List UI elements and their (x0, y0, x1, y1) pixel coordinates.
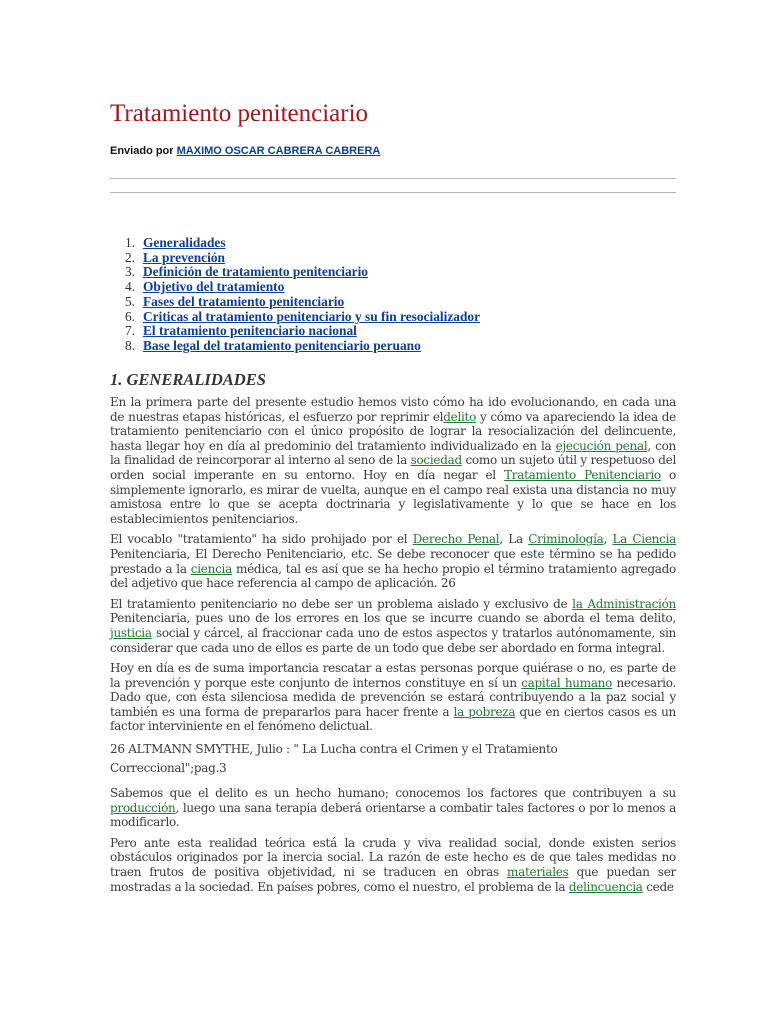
text: Penitenciaria, El Derecho Penitenciario, etc. Se debe reconocer que este término se ha pedido prestado a la (110, 546, 676, 576)
byline (110, 145, 380, 157)
link-delito[interactable]: delito (443, 409, 477, 424)
text: cede (642, 879, 674, 894)
link-tratamiento-penitenciario[interactable]: Tratamiento Penitenciario (504, 467, 661, 482)
toc-item-criticas (110, 310, 676, 325)
toc-item-definicion (110, 265, 676, 280)
link-la-ciencia[interactable]: La Ciencia (612, 532, 677, 547)
text: Pero ante esta realidad teórica está la cruda y viva realidad social, donde existen serios obstáculos originados por la inercia social. La razón de este hecho es de que tales medidas no traen frutos de positiva objetividad, ni se traducen en obras (110, 835, 676, 880)
toc-link-definicion[interactable]: Definición de tratamiento penitenciario (143, 264, 368, 280)
toc-number: 1. (124, 235, 135, 250)
text: , (603, 532, 613, 547)
toc-link-criticas[interactable]: Criticas al tratamiento penitenciario y su fin resocializador (143, 308, 481, 324)
page-title: Tratamiento penitenciario (110, 100, 369, 127)
paragraph (110, 532, 676, 590)
article-body (110, 395, 676, 900)
paragraph (110, 836, 676, 894)
toc-link-objetivo[interactable]: Objetivo del tratamiento (143, 279, 285, 295)
link-la-pobreza[interactable]: la pobreza (453, 704, 516, 719)
text: Hoy en día es de suma importancia rescatar a estas personas porque quiérase o no, es parte de la prevención y porque este conjunto de internos constituye en sí un (110, 661, 676, 690)
toc-number: 7. (124, 323, 135, 339)
text: que en ciertos casos es un factor interviniente en el fenómeno delictual. (110, 704, 677, 734)
toc-number: 5. (124, 293, 135, 309)
toc-link-nacional[interactable]: El tratamiento penitenciario nacional (143, 323, 357, 339)
text: , con la finalidad de reincorporar al interno al seno de la (110, 438, 676, 468)
toc-item-prevencion (110, 251, 676, 266)
toc-link-generalidades[interactable]: Generalidades (143, 235, 226, 250)
toc-item-nacional (110, 324, 676, 339)
footnote-line: 26 ALTMANN SMYTHE, Julio : " La Lucha contra el Crimen y el Tratamiento (110, 742, 558, 757)
text: que puedan ser mostradas a la sociedad. En países pobres, como el nuestro, el problema de la (110, 865, 677, 894)
text: o simplemente ignorarlo, es mirar de vuelta, aunque en el campo real exista una distancia no muy amistosa entre lo que se acepta doctrinaria y legislativamente y lo que se hace en los establecimientos penitenciarios. (110, 467, 677, 526)
toc-item-objetivo (110, 280, 676, 295)
toc-number: 3. (124, 264, 135, 280)
link-sociedad[interactable]: sociedad (410, 453, 462, 468)
link-criminologia[interactable]: Criminología (528, 532, 604, 547)
text: social y cárcel, al fraccionar cada uno de estos aspectos y tratarlos autónomamente, sin considerar que cada uno de ellos es parte de un todo que debe ser abordado en forma integral. (110, 625, 676, 655)
footnote-line: Correccional";pag.3 (110, 761, 227, 776)
link-ejecucion-penal[interactable]: ejecución penal (555, 438, 648, 453)
toc-item-base-legal (110, 339, 676, 354)
author-link[interactable]: MAXIMO OSCAR CABRERA CABRERA (176, 145, 381, 157)
link-capital-humano[interactable]: capital humano (521, 675, 613, 690)
link-la-administracion[interactable]: la Administración (572, 596, 676, 611)
toc-link-fases[interactable]: Fases del tratamiento penitenciario (143, 293, 345, 309)
text: El vocablo "tratamiento" ha sido prohijado por el (110, 532, 413, 547)
text: Penitenciaria, pues uno de los errores en los que se incurre cuando se aborda el tema delito, (110, 611, 676, 626)
link-delincuencia[interactable]: delincuencia (568, 879, 643, 894)
section-heading: 1. GENERALIDADES (110, 370, 266, 389)
toc-number: 2. (124, 249, 135, 265)
table-of-contents (110, 236, 676, 354)
link-ciencia[interactable]: ciencia (190, 561, 232, 576)
paragraph (110, 786, 676, 830)
divider-bottom (110, 192, 676, 193)
text: En la primera parte del presente estudio hemos visto cómo ha ido evolucionando, en cada una de nuestras etapas históricas, el esfuerzo por reprimir el (110, 395, 676, 424)
text: El tratamiento penitenciario no debe ser un problema aislado y exclusivo de (110, 596, 573, 611)
paragraph (110, 597, 676, 655)
link-justicia[interactable]: justicia (110, 625, 152, 640)
toc-link-prevencion[interactable]: La prevención (143, 249, 225, 265)
toc-item-generalidades (110, 236, 676, 251)
byline-prefix: Enviado por (110, 145, 177, 157)
toc-number: 6. (124, 308, 135, 324)
text: y cómo va apareciendo la idea de tratamiento penitenciario con el único propósito de lograr la resocialización del delincuente, hasta llegar hoy en día al predominio del tratamiento individualizado en la (110, 409, 676, 453)
toc-number: 4. (124, 279, 135, 295)
text: Sabemos que el delito es un hecho humano; conocemos los factores que contribuyen a su (110, 786, 676, 801)
link-derecho-penal[interactable]: Derecho Penal (412, 532, 500, 547)
toc-number: 8. (124, 337, 135, 353)
text: como un sujeto útil y respetuoso del orden social imperante en su entorno. Hoy en día negar el (110, 453, 676, 482)
text: , luego una sana terapia deberá orientarse a combatir tales factores o por lo menos a modificarlo. (110, 800, 676, 830)
toc-link-base-legal[interactable]: Base legal del tratamiento penitenciario peruano (143, 337, 421, 353)
text: necesario. Dado que, con ésta silenciosa medida de prevención se estará contribuyendo a la paz social y también es una forma de prepararlos para hacer frente a (110, 675, 677, 719)
paragraph (110, 661, 676, 734)
divider-top (110, 178, 676, 179)
link-produccion[interactable]: producción (110, 800, 176, 815)
footnote (110, 740, 676, 778)
paragraph (110, 395, 676, 526)
link-materiales[interactable]: materiales (507, 865, 569, 880)
text: , La (499, 532, 529, 547)
toc-item-fases (110, 295, 676, 310)
text: médica, tal es así que se ha hecho propio el término tratamiento agregado del adjetivo que hace referencia al campo de aplicación. 26 (110, 561, 677, 591)
